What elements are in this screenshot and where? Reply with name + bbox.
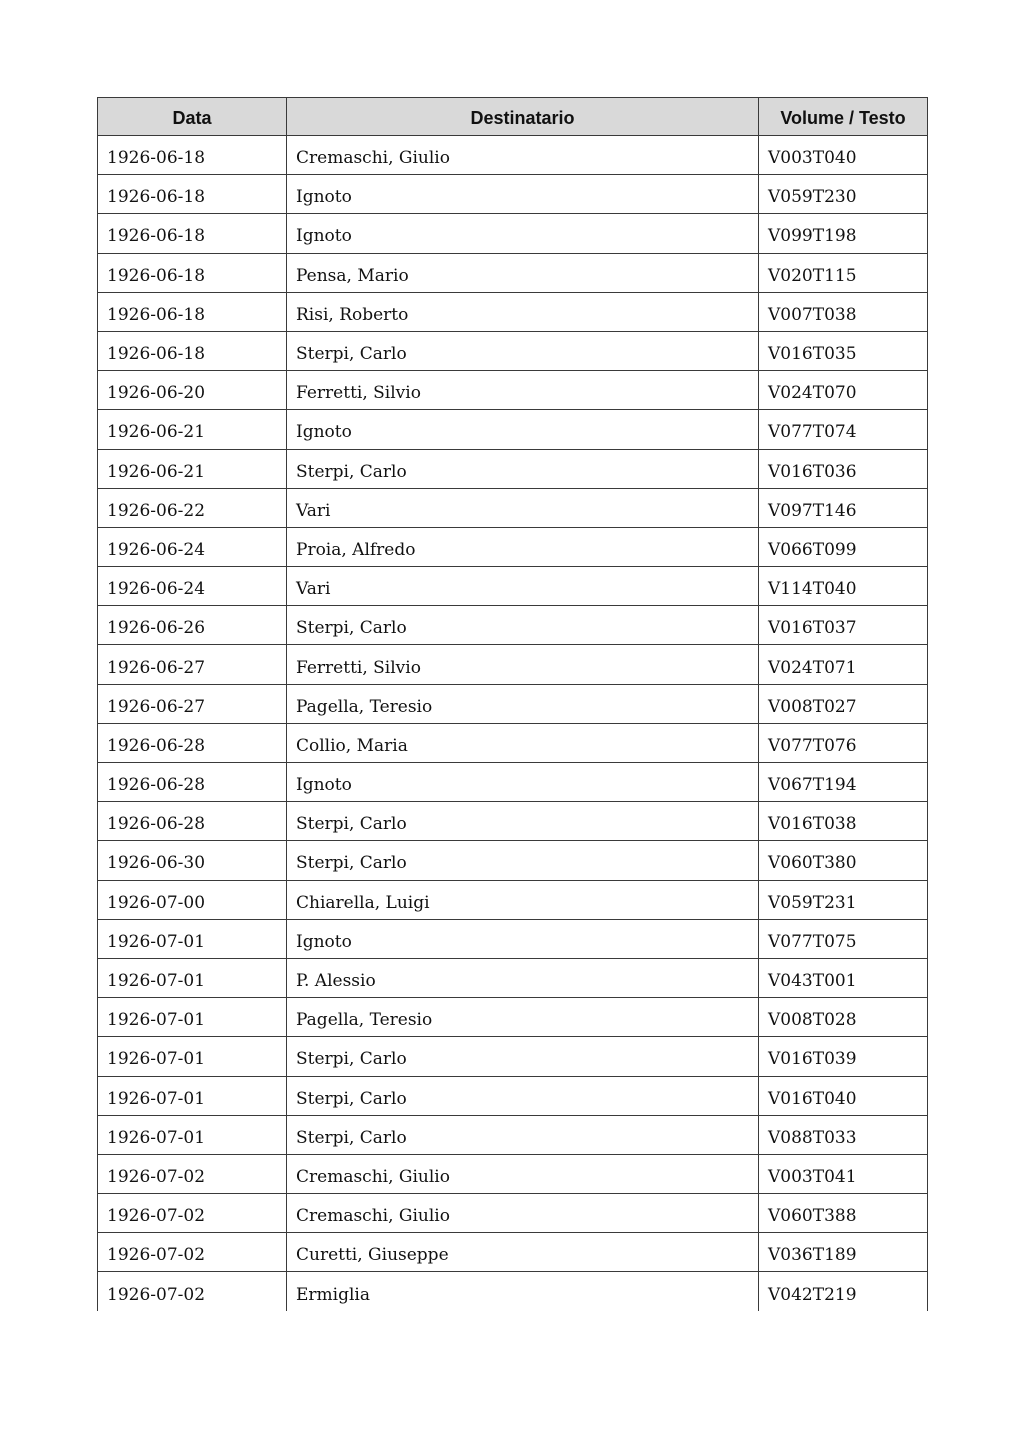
cell-date: 1926-06-18 — [98, 214, 287, 253]
table-row — [98, 331, 928, 370]
cell-recipient: Ermiglia — [287, 1272, 759, 1311]
cell-recipient: Sterpi, Carlo — [287, 606, 759, 645]
cell-volume: V059T231 — [759, 880, 928, 919]
letters-register-table — [97, 97, 928, 1311]
table-row — [98, 880, 928, 919]
cell-date: 1926-06-20 — [98, 371, 287, 410]
cell-recipient: Sterpi, Carlo — [287, 1037, 759, 1076]
cell-recipient: Ignoto — [287, 919, 759, 958]
cell-volume: V036T189 — [759, 1233, 928, 1272]
table-row — [98, 763, 928, 802]
cell-volume: V007T038 — [759, 292, 928, 331]
cell-date: 1926-07-02 — [98, 1272, 287, 1311]
cell-volume: V020T115 — [759, 253, 928, 292]
cell-date: 1926-07-01 — [98, 919, 287, 958]
table-row — [98, 410, 928, 449]
cell-recipient: Vari — [287, 567, 759, 606]
cell-date: 1926-07-01 — [98, 1115, 287, 1154]
cell-volume: V114T040 — [759, 567, 928, 606]
cell-recipient: Sterpi, Carlo — [287, 841, 759, 880]
cell-date: 1926-07-01 — [98, 998, 287, 1037]
cell-volume: V060T388 — [759, 1194, 928, 1233]
cell-volume: V016T037 — [759, 606, 928, 645]
cell-volume: V016T040 — [759, 1076, 928, 1115]
cell-recipient: Pagella, Teresio — [287, 998, 759, 1037]
cell-date: 1926-06-26 — [98, 606, 287, 645]
cell-volume: V060T380 — [759, 841, 928, 880]
table-row — [98, 684, 928, 723]
cell-recipient: Ignoto — [287, 175, 759, 214]
cell-recipient: Curetti, Giuseppe — [287, 1233, 759, 1272]
cell-recipient: Sterpi, Carlo — [287, 449, 759, 488]
table-row — [98, 214, 928, 253]
table-row — [98, 136, 928, 175]
cell-recipient: Pensa, Mario — [287, 253, 759, 292]
cell-volume: V016T036 — [759, 449, 928, 488]
table-row — [98, 1233, 928, 1272]
table-row — [98, 1115, 928, 1154]
cell-date: 1926-06-30 — [98, 841, 287, 880]
cell-volume: V024T071 — [759, 645, 928, 684]
cell-date: 1926-06-18 — [98, 253, 287, 292]
cell-recipient: Pagella, Teresio — [287, 684, 759, 723]
table-row — [98, 958, 928, 997]
cell-volume: V003T040 — [759, 136, 928, 175]
cell-recipient: Ignoto — [287, 214, 759, 253]
cell-recipient: Sterpi, Carlo — [287, 802, 759, 841]
cell-date: 1926-07-02 — [98, 1154, 287, 1193]
cell-date: 1926-06-28 — [98, 723, 287, 762]
cell-date: 1926-06-28 — [98, 763, 287, 802]
cell-date: 1926-06-22 — [98, 488, 287, 527]
cell-date: 1926-06-21 — [98, 449, 287, 488]
table-body — [98, 136, 928, 1312]
cell-volume: V008T027 — [759, 684, 928, 723]
table-row — [98, 1272, 928, 1311]
table-row — [98, 645, 928, 684]
cell-recipient: Sterpi, Carlo — [287, 331, 759, 370]
table-row — [98, 253, 928, 292]
cell-recipient: Collio, Maria — [287, 723, 759, 762]
table-row — [98, 371, 928, 410]
column-header-date: Data — [98, 98, 287, 136]
cell-recipient: Ferretti, Silvio — [287, 645, 759, 684]
cell-volume: V097T146 — [759, 488, 928, 527]
cell-recipient: Chiarella, Luigi — [287, 880, 759, 919]
cell-volume: V016T035 — [759, 331, 928, 370]
cell-date: 1926-06-18 — [98, 331, 287, 370]
cell-date: 1926-06-18 — [98, 136, 287, 175]
cell-recipient: P. Alessio — [287, 958, 759, 997]
cell-recipient: Cremaschi, Giulio — [287, 136, 759, 175]
cell-recipient: Proia, Alfredo — [287, 527, 759, 566]
table-row — [98, 488, 928, 527]
cell-date: 1926-06-27 — [98, 645, 287, 684]
cell-recipient: Cremaschi, Giulio — [287, 1154, 759, 1193]
cell-volume: V077T074 — [759, 410, 928, 449]
table-row — [98, 723, 928, 762]
table-row — [98, 1076, 928, 1115]
table-row — [98, 606, 928, 645]
table-row — [98, 998, 928, 1037]
cell-volume: V077T075 — [759, 919, 928, 958]
cell-date: 1926-06-24 — [98, 567, 287, 606]
cell-volume: V016T039 — [759, 1037, 928, 1076]
cell-recipient: Sterpi, Carlo — [287, 1076, 759, 1115]
table-row — [98, 919, 928, 958]
table-header — [98, 98, 928, 136]
cell-volume: V077T076 — [759, 723, 928, 762]
cell-recipient: Vari — [287, 488, 759, 527]
cell-volume: V043T001 — [759, 958, 928, 997]
cell-date: 1926-06-18 — [98, 175, 287, 214]
cell-volume: V042T219 — [759, 1272, 928, 1311]
cell-volume: V016T038 — [759, 802, 928, 841]
cell-recipient: Ignoto — [287, 410, 759, 449]
cell-date: 1926-06-27 — [98, 684, 287, 723]
cell-recipient: Ignoto — [287, 763, 759, 802]
cell-recipient: Ferretti, Silvio — [287, 371, 759, 410]
cell-date: 1926-07-01 — [98, 958, 287, 997]
cell-volume: V066T099 — [759, 527, 928, 566]
cell-date: 1926-07-02 — [98, 1233, 287, 1272]
cell-date: 1926-07-01 — [98, 1037, 287, 1076]
cell-volume: V024T070 — [759, 371, 928, 410]
cell-volume: V099T198 — [759, 214, 928, 253]
cell-date: 1926-07-02 — [98, 1194, 287, 1233]
cell-recipient: Risi, Roberto — [287, 292, 759, 331]
table-row — [98, 1037, 928, 1076]
table-row — [98, 449, 928, 488]
cell-recipient: Sterpi, Carlo — [287, 1115, 759, 1154]
header-row — [98, 98, 928, 136]
column-header-recipient: Destinatario — [287, 98, 759, 136]
cell-recipient: Cremaschi, Giulio — [287, 1194, 759, 1233]
cell-volume: V067T194 — [759, 763, 928, 802]
table-row — [98, 567, 928, 606]
cell-date: 1926-06-24 — [98, 527, 287, 566]
cell-date: 1926-06-21 — [98, 410, 287, 449]
table-row — [98, 1154, 928, 1193]
cell-date: 1926-07-00 — [98, 880, 287, 919]
cell-volume: V059T230 — [759, 175, 928, 214]
table-row — [98, 841, 928, 880]
table-row — [98, 802, 928, 841]
cell-volume: V003T041 — [759, 1154, 928, 1193]
table-row — [98, 527, 928, 566]
table-row — [98, 1194, 928, 1233]
cell-date: 1926-07-01 — [98, 1076, 287, 1115]
cell-volume: V008T028 — [759, 998, 928, 1037]
cell-date: 1926-06-18 — [98, 292, 287, 331]
table-row — [98, 175, 928, 214]
column-header-volume: Volume / Testo — [759, 98, 928, 136]
cell-volume: V088T033 — [759, 1115, 928, 1154]
table-row — [98, 292, 928, 331]
cell-date: 1926-06-28 — [98, 802, 287, 841]
